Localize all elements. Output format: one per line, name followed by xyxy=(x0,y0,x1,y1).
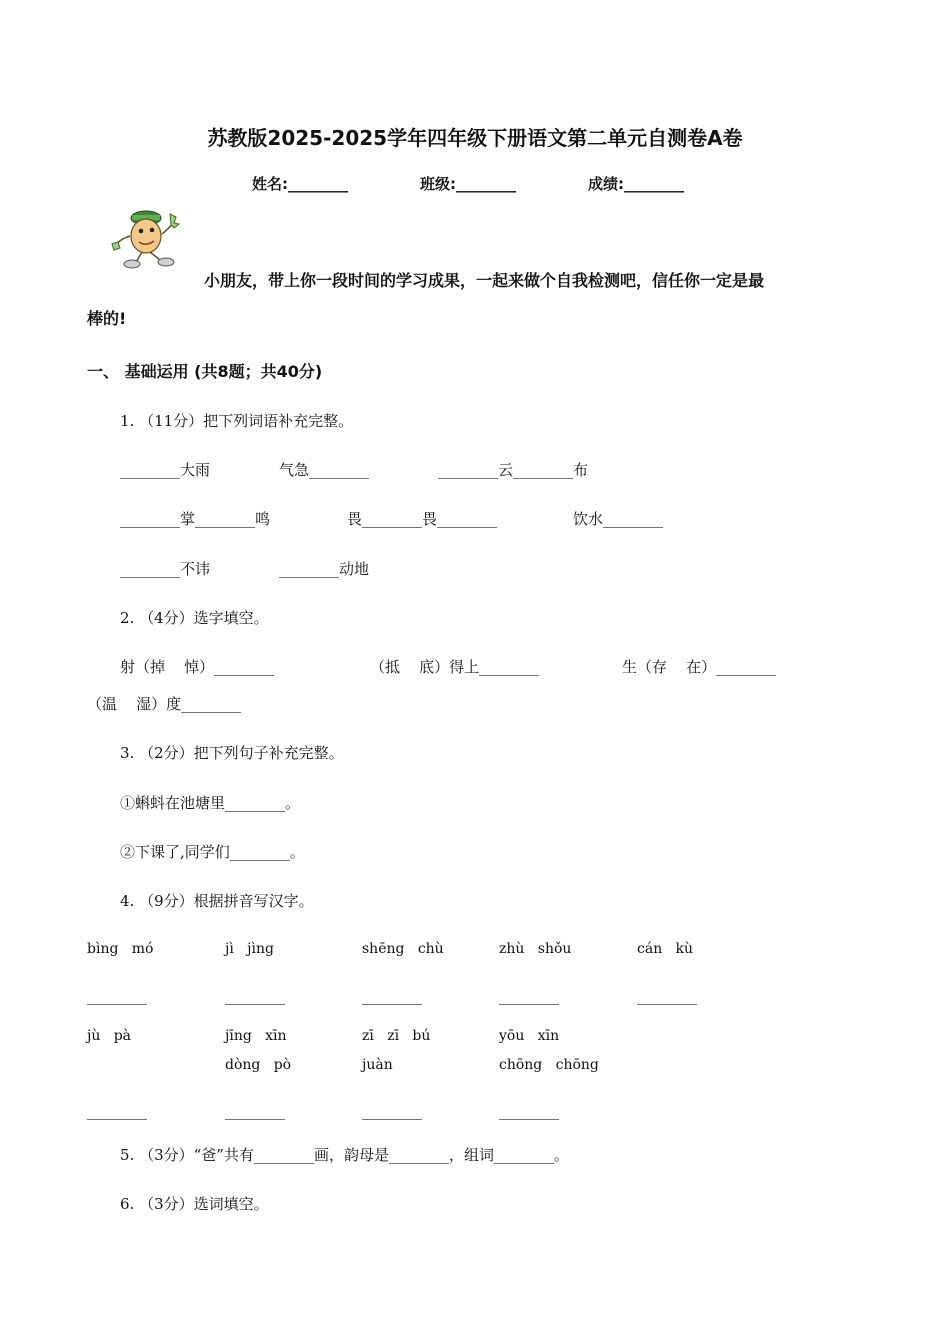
class-field: 班级:________ xyxy=(420,175,516,193)
q1-blank-item: ________动地 xyxy=(279,560,370,578)
pinyin-item: bìng mó xyxy=(87,941,154,957)
question-4-stem: 4. （9分）根据拼音写汉字。 xyxy=(120,892,314,910)
q1-blank-item: 饮水________ xyxy=(573,510,664,528)
q1-blank-item: 气急________ xyxy=(279,461,370,479)
answer-blank: ________ xyxy=(87,987,147,1005)
q3-sentence-1: ①蝌蚪在池塘里________。 xyxy=(120,794,301,812)
answer-blank: ________ xyxy=(225,987,285,1005)
pinyin-item: jù pà xyxy=(87,1028,132,1044)
q3-sentence-2: ②下课了,同学们________。 xyxy=(120,843,305,861)
q1-blank-item: ________掌________鸣 xyxy=(120,510,271,528)
q1-blank-item: 畏________畏________ xyxy=(347,510,498,528)
mascot-illustration xyxy=(108,204,188,270)
question-6-stem: 6. （3分）选词填空。 xyxy=(120,1195,269,1213)
q2-choice-item: （温 湿）度________ xyxy=(87,695,242,713)
q2-choice-item: 生（存 在）________ xyxy=(622,658,777,676)
pinyin-item: shēng chù xyxy=(362,941,444,957)
pinyin-item: yōu xīn xyxy=(499,1028,560,1044)
answer-blank: ________ xyxy=(362,987,422,1005)
intro-line-1: 小朋友，带上你一段时间的学习成果，一起来做个自我检测吧，信任你一定是最 xyxy=(204,271,765,290)
question-1-stem: 1. （11分）把下列词语补充完整。 xyxy=(120,412,354,430)
q1-blank-item: ________大雨 xyxy=(120,461,211,479)
question-3-stem: 3. （2分）把下列句子补充完整。 xyxy=(120,744,344,762)
answer-blank: ________ xyxy=(499,1102,559,1120)
pinyin-item: jīng xīn xyxy=(225,1028,287,1044)
pinyin-item: jì jìng xyxy=(225,941,274,957)
answer-blank: ________ xyxy=(499,987,559,1005)
section-1-heading: 一、 基础运用 (共8题；共40分) xyxy=(87,362,323,381)
answer-blank: ________ xyxy=(87,1102,147,1120)
pinyin-item: zī zī bú xyxy=(362,1028,431,1044)
score-field: 成绩:________ xyxy=(588,175,684,193)
q2-choice-item: 射（掉 悼）________ xyxy=(120,658,275,676)
question-2-stem: 2. （4分）选字填空。 xyxy=(120,609,269,627)
name-field: 姓名:________ xyxy=(252,175,348,193)
answer-blank: ________ xyxy=(225,1102,285,1120)
pinyin-item: cán kù xyxy=(637,941,694,957)
pinyin-item: juàn xyxy=(362,1057,393,1073)
q1-blank-item: ________不讳 xyxy=(120,560,211,578)
pinyin-item: zhù shǒu xyxy=(499,941,572,957)
question-5-stem: 5. （3分）“爸”共有________画，韵母是________，组词________。 xyxy=(120,1146,569,1164)
pinyin-item: dòng pò xyxy=(225,1057,292,1073)
intro-line-2: 棒的! xyxy=(87,309,127,328)
q2-choice-item: （抵 底）得上________ xyxy=(370,658,540,676)
pinyin-item: chōng chōng xyxy=(499,1057,599,1073)
page-title: 苏教版2025-2025学年四年级下册语文第二单元自测卷A卷 xyxy=(207,126,743,150)
q1-blank-item: ________云________布 xyxy=(438,461,589,479)
answer-blank: ________ xyxy=(362,1102,422,1120)
answer-blank: ________ xyxy=(637,987,697,1005)
